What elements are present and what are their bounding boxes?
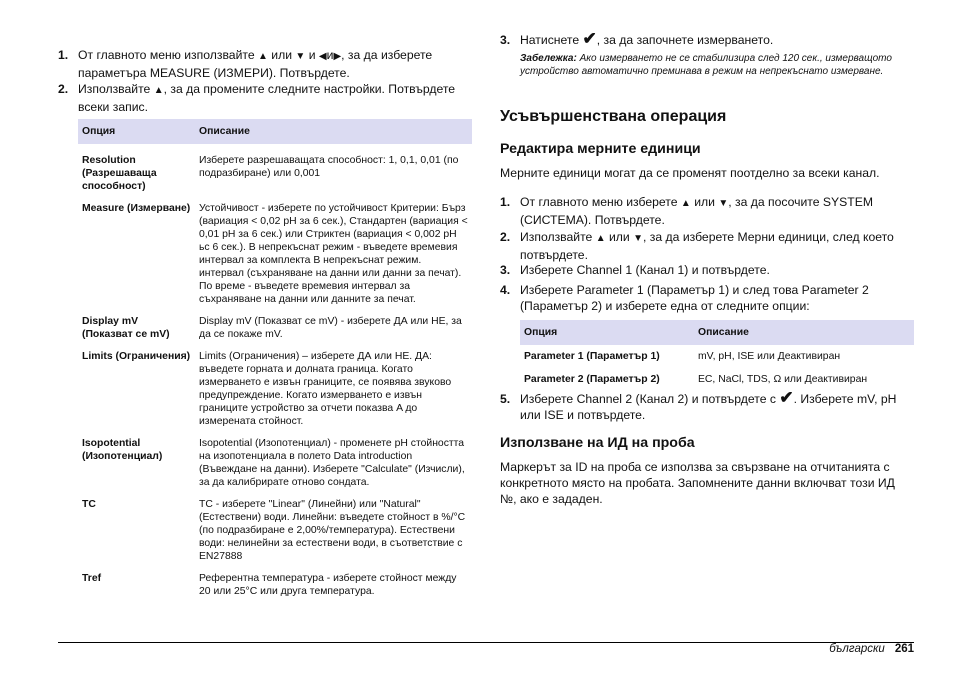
option-cell: Measure (Измерване) bbox=[82, 203, 191, 214]
step-text-part: , за да посочите SYSTEM (СИСТЕМА). Потвърдете. bbox=[520, 195, 874, 227]
column-header-option: Опция bbox=[78, 119, 195, 144]
note bbox=[520, 52, 900, 78]
step-1 bbox=[58, 47, 472, 79]
arrow-left-icon: ◀ bbox=[318, 51, 327, 62]
section-heading-sample-id: Използване на ИД на проба bbox=[500, 435, 695, 451]
step-text bbox=[520, 29, 774, 48]
step-3 bbox=[500, 29, 914, 48]
table-row bbox=[78, 489, 472, 563]
arrow-up-icon: ▲ bbox=[153, 85, 164, 96]
table-row bbox=[78, 144, 472, 193]
step-number: 2. bbox=[58, 82, 69, 96]
arrow-up-icon: ▲ bbox=[595, 233, 606, 244]
step-number: 4. bbox=[500, 283, 511, 297]
section-heading-advanced: Усъвършенствана операция bbox=[500, 108, 727, 125]
note-text: Ако измерването не се стабилизира след 120 сек., измерващото устройство автоматично преминава в режим на непрекъснато измерване. bbox=[520, 53, 892, 77]
sample-id-text: Маркерът за ID на проба се използва за свързване на отчитанията с конкретното място на пробата. Запомнените данни включват този ИД №, ако е зададен. bbox=[500, 460, 895, 506]
units-table bbox=[520, 320, 914, 386]
option-cell: Isopotential (Изопотенциал) bbox=[82, 438, 163, 462]
table-header-row bbox=[78, 119, 472, 144]
footer bbox=[829, 643, 914, 655]
step-text bbox=[520, 194, 914, 228]
step-text-part: , за да изберете Мерни единици, след което потвърдете. bbox=[520, 230, 894, 262]
table-row bbox=[78, 193, 472, 306]
description-cell: Display mV (Показват се mV) - изберете ДА или НЕ, за да се покаже mV. bbox=[199, 316, 462, 340]
units-intro: Мерните единици могат да се променят поотделно за всеки канал. bbox=[500, 166, 880, 180]
units-step-4 bbox=[500, 282, 914, 314]
step-text-part: и bbox=[326, 48, 334, 62]
units-step-5 bbox=[500, 388, 914, 423]
step-number: 3. bbox=[500, 263, 511, 277]
section-heading-units: Редактира мерните единици bbox=[500, 141, 701, 157]
option-cell: Display mV (Показват се mV) bbox=[82, 316, 170, 340]
step-text-part: Натиснете bbox=[520, 33, 580, 47]
table-row bbox=[78, 563, 472, 598]
step-text-part: , за да промените следните настройки. Потвърдете всеки запис. bbox=[78, 82, 456, 114]
option-cell: Parameter 1 (Параметър 1) bbox=[524, 351, 660, 362]
step-text: Изберете Channel 1 (Канал 1) и потвърдете. bbox=[520, 263, 770, 277]
step-text-part: От главното меню изберете bbox=[520, 195, 678, 209]
step-text-part: или bbox=[609, 230, 630, 244]
page-number: 261 bbox=[894, 643, 914, 655]
arrow-right-icon: ▶ bbox=[333, 51, 342, 62]
step-2 bbox=[58, 81, 472, 113]
column-header-description: Описание bbox=[195, 119, 472, 144]
description-cell: Устойчивост - изберете по устойчивост Критерии: Бърз (вариация < 0,02 pH за 6 сек.), Стандартен (вариация < 0,01 pH за 6 сек.) или Стриктен (вариация < 0,002 pH ьс 6 сек.). В непрекъснат режим - въведете времевия интервал за комплекта В непрекъснат режим. интервал (съхраняване на данни или данни за печат). По време - въведете времевия интервал за съхраняване на данни или данните за печат. bbox=[199, 203, 468, 305]
description-cell: Limits (Ограничения) – изберете ДА или НЕ. ДА: въведете горната и долната граница. Когато измерването е извън границите, се появява звуково предупреждение. Когато измерването е извън границите устройство за отчети показва A до измерената стойност. bbox=[199, 351, 452, 427]
step-text bbox=[520, 388, 914, 423]
option-cell: Parameter 2 (Параметър 2) bbox=[524, 374, 660, 385]
description-cell: Референтна температура - изберете стойност между 20 или 25°C или друга температура. bbox=[199, 573, 457, 597]
step-text bbox=[78, 81, 472, 115]
table-row bbox=[78, 428, 472, 489]
description-cell: Isopotential (Изопотенциал) - променете pH стойността на изопотенциала в полето Data introduction (Въвеждане на данни). Изберете "Calculate" (Изчисли), за да калибрирате отново сондата. bbox=[199, 438, 465, 488]
footer-language: български bbox=[829, 643, 885, 655]
description-cell: Изберете разрешаващата способност: 1, 0,1, 0,01 (по подразбиране) или 0,001 bbox=[199, 155, 459, 179]
table-row bbox=[520, 345, 914, 368]
option-cell: TC bbox=[82, 499, 96, 510]
arrow-down-icon: ▼ bbox=[633, 233, 644, 244]
option-cell: Resolution (Разрешаваща способност) bbox=[82, 155, 157, 192]
table-row bbox=[78, 341, 472, 428]
arrow-up-icon: ▲ bbox=[680, 198, 691, 209]
step-text bbox=[520, 229, 914, 263]
table-row bbox=[78, 306, 472, 341]
step-text-part: Използвайте bbox=[520, 230, 593, 244]
check-icon: ✔ bbox=[582, 29, 597, 48]
column-header-option: Опция bbox=[520, 320, 694, 345]
units-step-2 bbox=[500, 229, 914, 261]
description-cell: EC, NaCl, TDS, Ω или Деактивиран bbox=[698, 374, 868, 385]
option-cell: Tref bbox=[82, 573, 102, 584]
units-step-3 bbox=[500, 262, 914, 278]
step-number: 1. bbox=[500, 195, 511, 209]
arrow-up-icon: ▲ bbox=[258, 51, 268, 62]
step-text-part: . Изберете mV, pH или ISE и потвърдете. bbox=[520, 392, 897, 422]
step-text-part: или bbox=[271, 48, 293, 62]
table-header-row bbox=[520, 320, 914, 345]
step-text: Изберете Parameter 1 (Параметър 1) и след това Parameter 2 (Параметър 2) и изберете една от следните опции: bbox=[520, 283, 869, 313]
step-text-part: Изберете Channel 2 (Канал 2) и потвърдете с bbox=[520, 392, 776, 406]
check-icon: ✔ bbox=[779, 388, 794, 407]
table-row bbox=[520, 368, 914, 386]
description-cell: mV, pH, ISE или Деактивиран bbox=[698, 351, 841, 362]
arrow-down-icon: ▼ bbox=[295, 51, 306, 62]
arrow-down-icon: ▼ bbox=[718, 198, 729, 209]
step-text-part: или bbox=[694, 195, 715, 209]
step-text-part: и bbox=[308, 48, 316, 62]
step-number: 3. bbox=[500, 33, 511, 47]
option-cell: Limits (Ограничения) bbox=[82, 351, 191, 362]
column-header-description: Описание bbox=[694, 320, 914, 345]
step-text bbox=[78, 47, 472, 81]
step-number: 2. bbox=[500, 230, 511, 244]
units-step-1 bbox=[500, 194, 914, 226]
step-text-part: , за да изберете параметъра MEASURE (ИЗМЕРИ). Потвърдете. bbox=[78, 48, 433, 80]
note-label: Забележка: bbox=[520, 53, 577, 64]
description-cell: TC - изберете "Linear" (Линейни) или "Natural" (Естествени) води. Линейни: въведете стойност в %/°C (по подразбиране е 2,00%/температура). Естествени води: нелинейни за естествени води, в съответствие с EN27888 bbox=[199, 499, 466, 562]
step-text-part: Използвайте bbox=[78, 82, 151, 96]
footer-divider bbox=[58, 642, 914, 643]
step-number: 1. bbox=[58, 48, 69, 62]
settings-table bbox=[78, 119, 472, 598]
step-number: 5. bbox=[500, 392, 511, 406]
step-text-part: , за да започнете измерването. bbox=[596, 33, 774, 47]
step-text-part: От главното меню използвайте bbox=[78, 48, 255, 62]
